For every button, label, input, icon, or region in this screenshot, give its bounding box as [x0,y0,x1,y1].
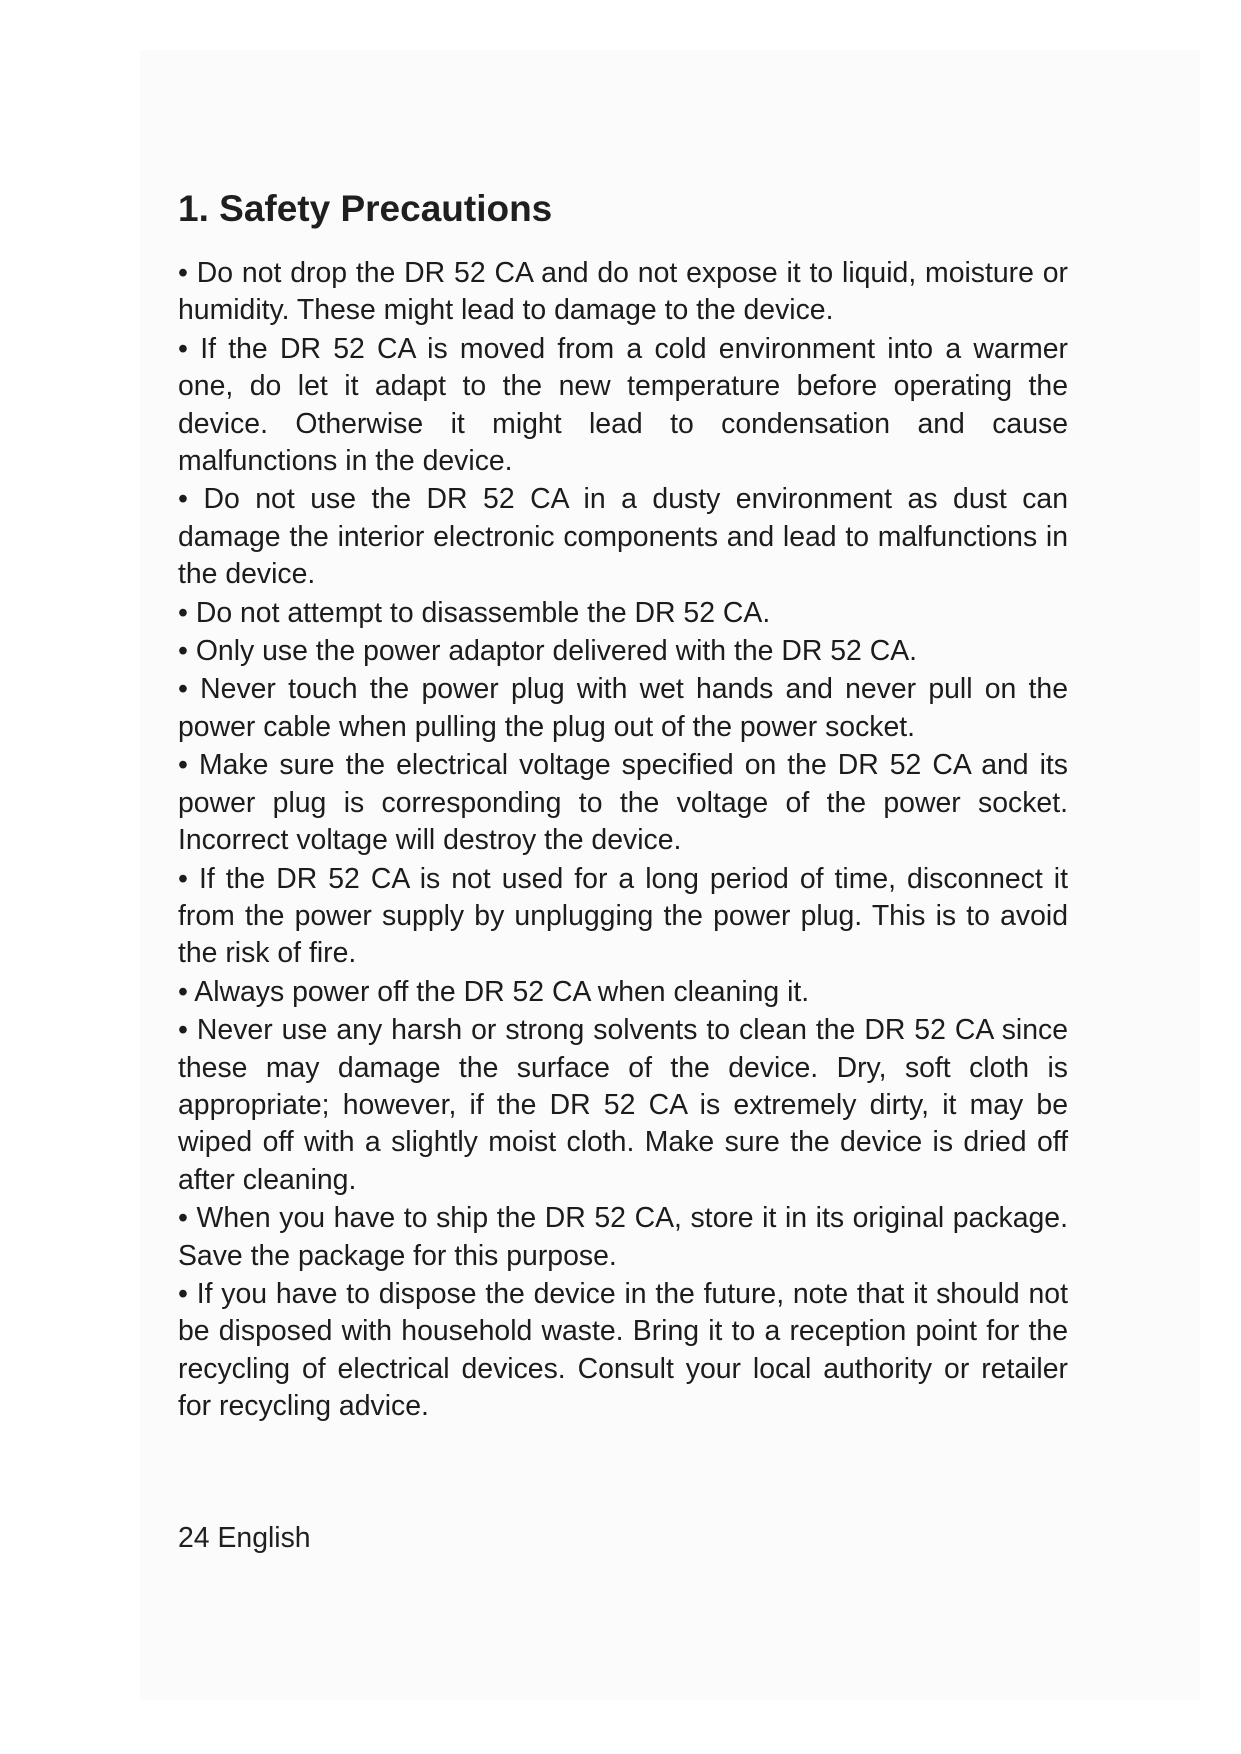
precaution-item: • When you have to ship the DR 52 CA, store it in its original package. Save the package for this purpose. [178,1202,1068,1272]
precaution-item: • Do not use the DR 52 CA in a dusty environment as dust can damage the interior electronic components and lead to malfunctions in the device. [178,483,1068,591]
precaution-item: • Do not drop the DR 52 CA and do not expose it to liquid, moisture or humidity. These might lead to damage to the device. [178,257,1068,327]
precaution-item: • If the DR 52 CA is not used for a long period of time, disconnect it from the power supply by unplugging the power plug. This is to avoid the risk of fire. [178,862,1068,970]
precaution-item: • Never use any harsh or strong solvents to clean the DR 52 CA since these may damage the surface of the device. Dry, soft cloth is appropriate; however, if the DR 52 CA is extremely dirty, it may be wiped off with a slightly moist cloth. Make sure the device is dried off after cleaning. [178,1014,1068,1196]
precaution-item: • Make sure the electrical voltage specified on the DR 52 CA and its power plug is corresponding to the voltage of the power socket. Incorrect voltage will destroy the device. [178,749,1068,857]
precaution-item: • Do not attempt to disassemble the DR 52 CA. [178,596,771,629]
precaution-item: • Never touch the power plug with wet hands and never pull on the power cable when pulling the plug out of the power socket. [178,673,1068,743]
precaution-item: • Only use the power adaptor delivered with the DR 52 CA. [178,635,918,668]
precaution-item: • If the DR 52 CA is moved from a cold environment into a warmer one, do let it adapt to the new temperature before operating the device. Otherwise it might lead to condensation and cause malfunctions in the device. [178,332,1068,478]
section-title: 1. Safety Precautions [178,188,553,229]
precaution-item: • If you have to dispose the device in the future, note that it should not be disposed with household waste. Bring it to a reception point for the recycling of electrical devices. Consult your local authority or retailer for recycling advice. [178,1277,1068,1423]
precaution-item: • Always power off the DR 52 CA when cleaning it. [178,975,810,1008]
precautions-list [178,255,1068,1426]
safety-section [178,183,1068,1427]
page-footer: 24 English [178,1522,311,1554]
